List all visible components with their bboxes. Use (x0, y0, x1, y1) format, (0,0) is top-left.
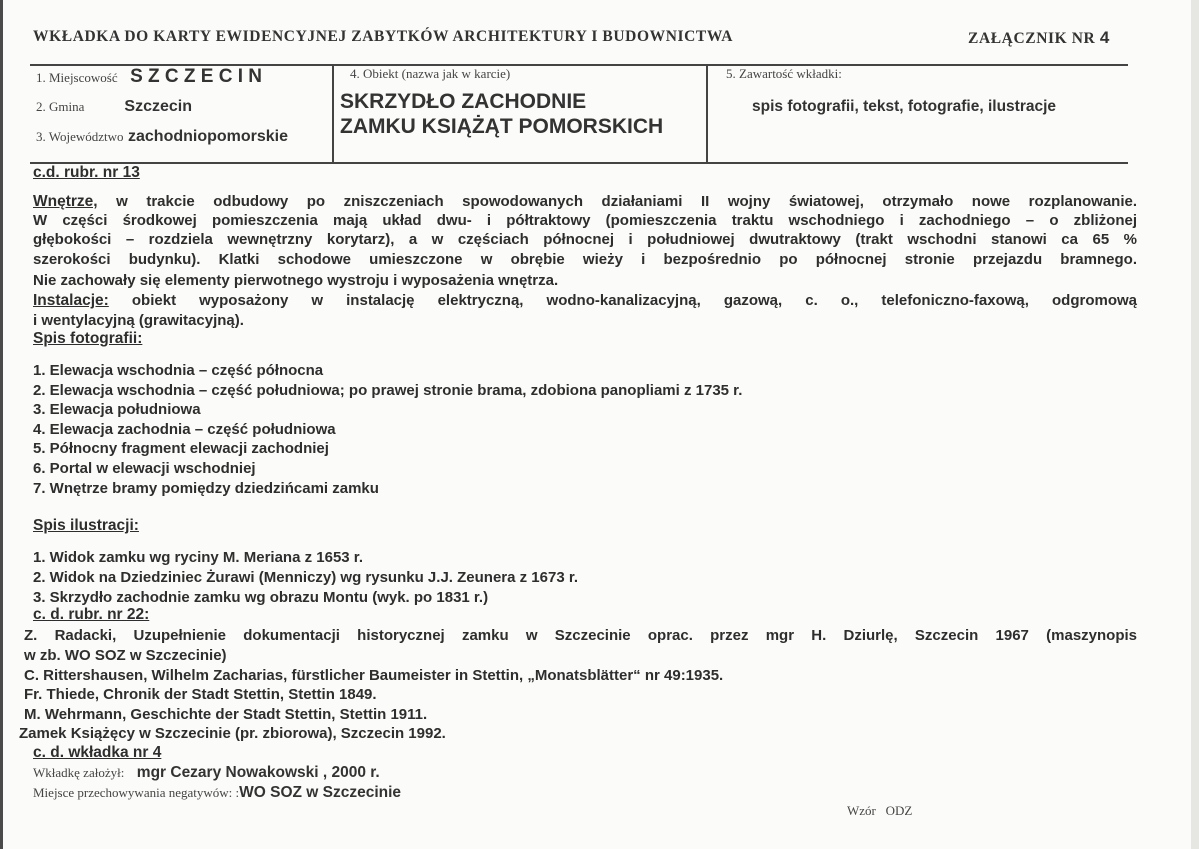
install-lead: Instalacje: (33, 292, 109, 309)
photo-item: 1. Elewacja wschodnia – część północna (33, 362, 324, 379)
photo-item: 3. Elewacja południowa (33, 401, 201, 418)
illustration-item: 2. Widok na Dziedziniec Żurawi (Menniczy) wg rysunku J.J. Zeunera z 1673 r. (33, 569, 579, 586)
scan-edge-right (1191, 0, 1199, 849)
annex-label (968, 28, 1110, 48)
voivodeship-value: zachodniopomorskie (128, 128, 289, 145)
object-name-line: ZAMKU KSIĄŻĄT POMORSKICH (340, 115, 664, 138)
install-line: i wentylacyjną (grawitacyjną). (33, 312, 244, 329)
bibliography-line: Fr. Thiede, Chronik der Stadt Stettin, Stettin 1849. (24, 686, 377, 703)
author-label: Wkładkę założył: (33, 765, 125, 780)
contents-label: 5. Zawartość wkładki: (726, 66, 842, 81)
author-value: mgr Cezary Nowakowski , 2000 r. (136, 764, 380, 781)
illustration-item: 3. Skrzydło zachodnie zamku wg obrazu Montu (wyk. po 1831 r.) (33, 589, 489, 606)
bibliography-line: Z. Radacki, Uzupełnienie dokumentacji historycznej zamku w Szczecinie oprac. przez mgr H. Dziurlę, Szczecin 1967 (maszynopis (24, 627, 1137, 644)
interior-line: W części środkowej pomieszczenia mają układ dwu- i półtraktowy (pomieszczenia traktu wschodniego i zachodniego – o zbliżonej (33, 212, 1137, 229)
place-field (36, 66, 262, 88)
bibliography-line: M. Wehrmann, Geschichte der Stadt Stettin, Stettin 1911. (24, 706, 428, 723)
footer-heading: c. d. wkładka nr 4 (33, 744, 162, 761)
object-label: 4. Obiekt (nazwa jak w karcie) (350, 66, 511, 81)
section-heading-22: c. d. rubr. nr 22: (33, 606, 150, 623)
text-line: obiekt wyposażony w instalację elektryczną, wodno-kanalizacyjną, gazową, c. o., telefoniczno-faxową, odgromową (131, 292, 1137, 309)
commune-value: Szczecin (124, 98, 192, 115)
contents-value: spis fotografii, tekst, fotografie, ilustracje (752, 98, 1057, 115)
photos-heading: Spis fotografii: (33, 330, 143, 347)
voivodeship-field (36, 128, 288, 146)
form-bottom-rule (30, 162, 1128, 164)
photo-item: 6. Portal w elewacji wschodniej (33, 460, 256, 477)
interior-lead: Wnętrze, (33, 193, 98, 210)
commune-label: 2. Gmina (36, 99, 85, 114)
section-heading-13: c.d. rubr. nr 13 (33, 164, 140, 181)
photo-item: 4. Elewacja zachodnia – część południowa (33, 421, 336, 438)
negatives-value: WO SOZ w Szczecinie (239, 784, 402, 801)
object-name-line: SKRZYDŁO ZACHODNIE (340, 90, 587, 113)
place-label: 1. Miejscowość (36, 70, 118, 85)
negatives-label: Miejsce przechowywania negatywów: : (33, 785, 240, 800)
install-line (33, 291, 1137, 310)
photo-item: 7. Wnętrze bramy pomiędzy dziedzińcami zamku (33, 480, 379, 497)
form-divider (706, 65, 708, 163)
illustration-item: 1. Widok zamku wg ryciny M. Meriana z 1653 r. (33, 549, 363, 566)
scan-edge-left (0, 0, 3, 849)
illustrations-heading: Spis ilustracji: (33, 517, 139, 534)
document-title: WKŁADKA DO KARTY EWIDENCYJNEJ ZABYTKÓW ARCHITEKTURY I BUDOWNICTWA (33, 28, 734, 45)
commune-field (36, 98, 192, 116)
interior-line: głębokości – rozdziela wewnętrzny korytarz), a w częściach północnej i południowej dwutraktowy (trakt wschodni stanowi ca 65 % (33, 231, 1137, 248)
place-value: S Z C Z E C I N (130, 66, 263, 87)
annex-label-text: ZAŁĄCZNIK NR (968, 30, 1096, 47)
voivodeship-label: 3. Województwo (36, 129, 124, 144)
bibliography-line: Zamek Książęcy w Szczecinie (pr. zbiorowa), Szczecin 1992. (19, 725, 446, 742)
text-line: w trakcie odbudowy po zniszczeniach spowodowanych działaniami II wojny światowej, otrzymało nowe rozplanowanie. (116, 193, 1138, 210)
author-field (33, 764, 380, 782)
negatives-field (33, 784, 401, 802)
template-mark: Wzór ODZ (847, 803, 913, 818)
photo-item: 2. Elewacja wschodnia – część południowa; po prawej stronie brama, zdobiona panopliami z 1735 r. (33, 382, 743, 399)
interior-line (33, 192, 1137, 211)
photo-item: 5. Północny fragment elewacji zachodniej (33, 440, 329, 457)
bibliography-line: w zb. WO SOZ w Szczecinie) (24, 647, 227, 664)
bibliography-line: C. Rittershausen, Wilhelm Zacharias, fürstlicher Baumeister in Stettin, „Monatsblätter“ nr 49:1935. (24, 667, 724, 684)
interior-line: szerokości budynku). Klatki schodowe umieszczone w obrębie wieży i bezpośrednio po północnej stronie przejazdu bramnego. (33, 251, 1137, 268)
interior-line: Nie zachowały się elementy pierwotnego wystroju i wyposażenia wnętrza. (33, 272, 559, 289)
annex-number: 4 (1099, 28, 1110, 47)
form-divider (332, 65, 334, 163)
